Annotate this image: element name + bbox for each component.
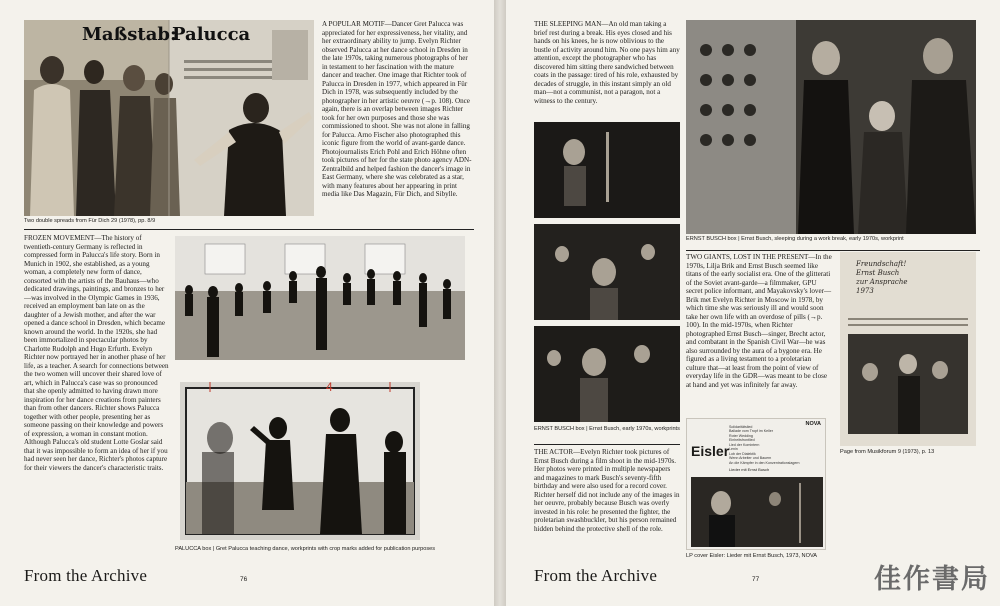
footer-title-left: From the Archive: [24, 566, 148, 585]
sleeping-man-photo: [686, 20, 976, 234]
footer-title-right: From the Archive: [534, 566, 658, 585]
musikforum-page: [840, 252, 976, 446]
section-rule-right: [686, 250, 980, 251]
dance-class-photo: [175, 236, 465, 360]
page-number-right: 77: [752, 576, 760, 583]
palucca-workprint: [180, 382, 420, 540]
lp-track: Lied der Komintern: [729, 442, 760, 447]
lp-track: Lenin: [729, 447, 738, 452]
magazine-cover-image: [24, 20, 314, 216]
text-actor: THE ACTOR—Evelyn Richter took pictures of Ernst Busch during a film shoot in the mid-1970s. Her photos were printed in multiple newspapers and magazines to mark Busch's seventy-fifth birthday and were also used for a record cover. Richter herself did not include any of the images in her oeuvre, probably because Busch was overly invested in his role: he presented the fighter, the proletarian swashbuckler, but his person remained hidden behind the protective shell of the role.: [534, 448, 680, 533]
masthead-right: Palucca: [172, 24, 251, 45]
handwriting-line: Ernst Busch: [856, 269, 900, 278]
section-rule: [24, 229, 474, 230]
text-popular-motif: A POPULAR MOTIF—Dancer Gret Palucca was appreciated for her expressiveness, her vitality, and her extraordinary ability to jump. Evelyn Richter observed Palucca at her dance school in Dresden in the late 1970s, taking numerous photographs of her in testament to her fascination with the mature dancer and teacher. One image that Richter took of Palucca in Dresden in 1977, which appeared in Für Dich in 1978, was subsequently included by the photographer in her artistic oeuvre (→p. 108). Once again, there is an overlap between images Richter took for her own purposes and those she was commissioned to shoot. She was not alone in falling for Palucca. Arno Fischer also photographed this iconic figure from the world of avant-garde dance. Photojournalists Erich Pohl and Erich Höhne often took pictures of her for the state photo agency ADN-Zentralbild and helped fashion the dancer's image in East Germany, where she was celebrated as a star, with many features about her appearing in print media like Das Magazin, Für Dich, and Sibylle.: [322, 20, 472, 198]
crop-mark-number: 4: [326, 382, 333, 394]
handwriting-line: zur Ansprache: [856, 278, 908, 287]
lp-track: Wenn Arbeiter und Bauern: [729, 456, 772, 461]
page-number-left: 76: [240, 576, 248, 583]
lp-track: Roter Wedding: [729, 433, 753, 438]
contact-sheet: [534, 122, 680, 422]
lp-label: NOVA: [805, 421, 821, 427]
lp-track: Solidaritätslied: [729, 425, 753, 429]
magazine-cover-figures: [24, 20, 314, 216]
text-sleeping-man: THE SLEEPING MAN—An old man taking a brief rest during a break. His eyes closed and his hands on his knees, he is now oblivious to the bustle of activity around him. No one pays him any attention, except the photographer who has discovered him sitting there sandwiched between coats in the passage: tired of his role, exhausted by decades of struggle, in this instant simply an old man—not a communist, not a paragon, not a witness to the century.: [534, 20, 680, 105]
handwriting-line: 1973: [856, 287, 874, 296]
lp-cover: [686, 418, 826, 550]
masthead-left: Maßstab:: [82, 24, 177, 45]
lp-subtitle: Lieder mit Ernst Busch: [729, 467, 770, 472]
lp-artist: Eisler: [691, 443, 730, 459]
caption-contact: ERNST BUSCH box | Ernst Busch, early 1970s, workprints: [534, 426, 680, 432]
lp-track: Einheitsfrontlied: [729, 438, 755, 443]
lp-track: An die Kämpfer in den Konzentrationslagern: [729, 460, 800, 465]
text-frozen-movement: FROZEN MOVEMENT—The history of twentieth-century Germany is reflected in compressed form in Palucca's life story. Born in Munich in 1902, she established, as a young woman, a completely new form of dance, consorted with the artists of the Bauhaus—who dedicated drawings, paintings, and bronzes to her—was involved in the Olympic Games in 1936, received an employment ban late on as the daughter of a Jewish mother, and after the war opened a dance school in Dresden, which became known around the world. In the 1920s, she had been immortalized in spectacular photos by Charlotte Rudolph and Hugo Erfurth. Evelyn Richter now portrayed her in another phase of her life, as a teacher. A search for connections between the two women will uncover their shared love of art, which in Palucca's case was so pronounced that she openly admitted to having drawn more inspiration for her dance creations from painters than from other dancers. Richter shows Palucca together with other people, presenting her as someone passing on their knowledge and powers of expression, a woman in constant motion. Although Palucca's old student Lotte Goslar said that it was impossible to form an idea of her if you had never seen her dance, Richter's photos capture for their viewers the dancer's characteristic traits.: [24, 234, 169, 472]
lp-track: Lob der Dialektik: [729, 451, 756, 456]
lp-tracklist: [729, 425, 809, 465]
handwriting-line: Freundschaft!: [856, 260, 907, 268]
caption-palucca: PALUCCA box | Gret Palucca teaching dance, workprints with crop marks added for publication purposes: [175, 546, 436, 552]
caption-sleeping: ERNST BUSCH box | Ernst Busch, sleeping during a work break, early 1970s, workprint: [686, 236, 904, 242]
section-rule-lower: [534, 444, 680, 445]
caption-cover: Two double spreads from Für Dich 29 (1978), pp. 8/9: [24, 218, 156, 224]
caption-musikforum: Page from Musikforum 9 (1973), p. 13: [840, 449, 935, 455]
right-page: [506, 0, 1000, 606]
book-gutter: [494, 0, 506, 606]
left-page: [0, 0, 494, 606]
watermark: 佳作書局: [874, 564, 990, 595]
lp-track: Ballade vom Tropf im Keller: [729, 429, 773, 434]
caption-lp: LP cover Eisler: Lieder mit Ernst Busch, 1973, NOVA: [686, 553, 817, 559]
text-two-giants: TWO GIANTS, LOST IN THE PRESENT—In the 1970s, Lilja Brik and Ernst Busch seemed like titans of the early socialist era. One of the glitterati of the Soviet avant-garde—a filmmaker, GPU secret police informant, and Mayakovsky's lover—Brik met Evelyn Richter in Moscow in 1978, by which time she was seriously ill and would soon take her own life with an overdose of pills (→p. 100). In the mid-1970s, when Richter photographed Ernst Busch—singer, Brecht actor, and combatant in the Spanish Civil War—he was also surrounded by the aura of a bygone era. He figured as a living testament to a proletarian culture that—at least from the point of view of everyday life in the GDR—was meant to be close at hand and yet was infinitely far away.: [686, 253, 832, 389]
